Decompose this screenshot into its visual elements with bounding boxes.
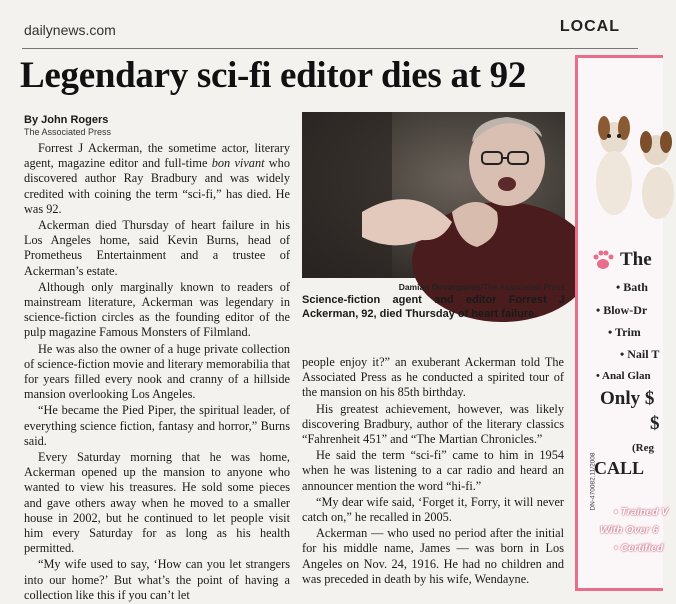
ad-title: The [620,249,652,270]
ad-code: DN-470082.11/2008 [589,452,597,511]
site-name[interactable]: dailynews.com [24,22,116,38]
paragraph: Forrest J Ackerman, the sometime actor, literary agent, magazine editor and full-time bon vivant who discovered author Ray Bradbury and was widely credited with coining the term “sci-fi,” has died. He was 92. [24,141,290,216]
paw-icon [592,249,614,271]
puppies-image [586,88,676,218]
paragraph: Ackerman — who used no period after the initial for his middle name, James — was born in Los Angeles on Nov. 24, 1916. He had no children and was preceded in death by his wife, Wendayne. [302,526,564,586]
article-column-2 [302,355,564,588]
ad-service: • Blow-Dr [596,303,648,317]
article-photo [302,112,565,278]
italic-phrase: bon vivant [211,156,265,171]
paragraph: Although only marginally known to readers of mainstream literature, Ackerman was legendary in science-fiction circles as the founding editor of the pulp magazine Famous Monsters of Filmland. [24,279,290,340]
paragraph: Every Saturday morning that he was home, Ackerman opened up the mansion to anyone who wanted to view his treasures. He sold some pieces and gave others away when he moved to a smaller house in 2002, but he continued to let people visit him every Saturday for as long as his health permitted. [24,450,290,556]
ad-feature: • Certified [614,542,664,554]
paragraph: people enjoy it?” an exuberant Ackerman told The Associated Press as he conducted a spirited tour of the mansion on his 85th birthday. [302,355,564,400]
ad-service: • Anal Glan [596,370,651,382]
paragraph: “He became the Pied Piper, the spiritual leader, of everything science fiction, fantasy and horror,” Burns said. [24,403,290,448]
ad-service: • Nail T [620,347,660,361]
paragraph: His greatest achievement, however, was likely discovering Bradbury, author of the literary classics “Fahrenheit 451” and “The Martian Chronicles.” [302,401,564,447]
paragraph: “My wife used to say, ‘How can you let strangers into our home?’ But what’s the point of having a collection like this if you can’t let [24,557,290,602]
headline: Legendary sci-fi editor dies at 92 [20,55,527,96]
page-header [22,18,638,49]
section-label: LOCAL [559,18,620,35]
article-column-1 [24,141,290,604]
ad-call[interactable]: CALL [594,458,645,478]
ad-price-only: Only $ [600,388,655,409]
byline-organization: The Associated Press [24,127,112,137]
photo-caption: Science-fiction agent and editor Forrest J Ackerman, 92, died Thursday of heart failure. [302,294,565,320]
paragraph: Ackerman died Thursday of heart failure in his Los Angeles home, said Kevin Burns, head of Prometheus Entertainment and a trustee of Ackerman’s estate. [24,218,290,278]
ad-price-second: $ [650,413,660,434]
paragraph: He was also the owner of a huge private collection of science-fiction movie and literary memorabilia that for years filled every nook and cranny of a hillside mansion overlooking Los Angeles. [24,341,290,402]
credit-organization: /The Associated Press [480,282,565,292]
paragraph: “My dear wife said, ‘Forget it, Forry, it will never catch on,” he recalled in 2005. [302,494,564,525]
ad-service: • Bath [616,280,648,294]
credit-name: Damian Dovarganes [398,282,481,292]
photo-illustration [302,112,565,278]
ad-feature: • Trained V [614,506,669,518]
advertisement[interactable] [575,55,669,591]
byline: By John Rogers [24,114,109,126]
paragraph: He said the term “sci-fi” came to him in 1954 when he was listening to a car radio and heard an announcer mention the word “hi-fi.” [302,448,564,493]
photo-credit [302,282,565,292]
ad-service: • Trim [608,325,641,339]
ad-price-note: (Reg [632,442,654,454]
ad-feature: With Over 6 [600,524,659,536]
